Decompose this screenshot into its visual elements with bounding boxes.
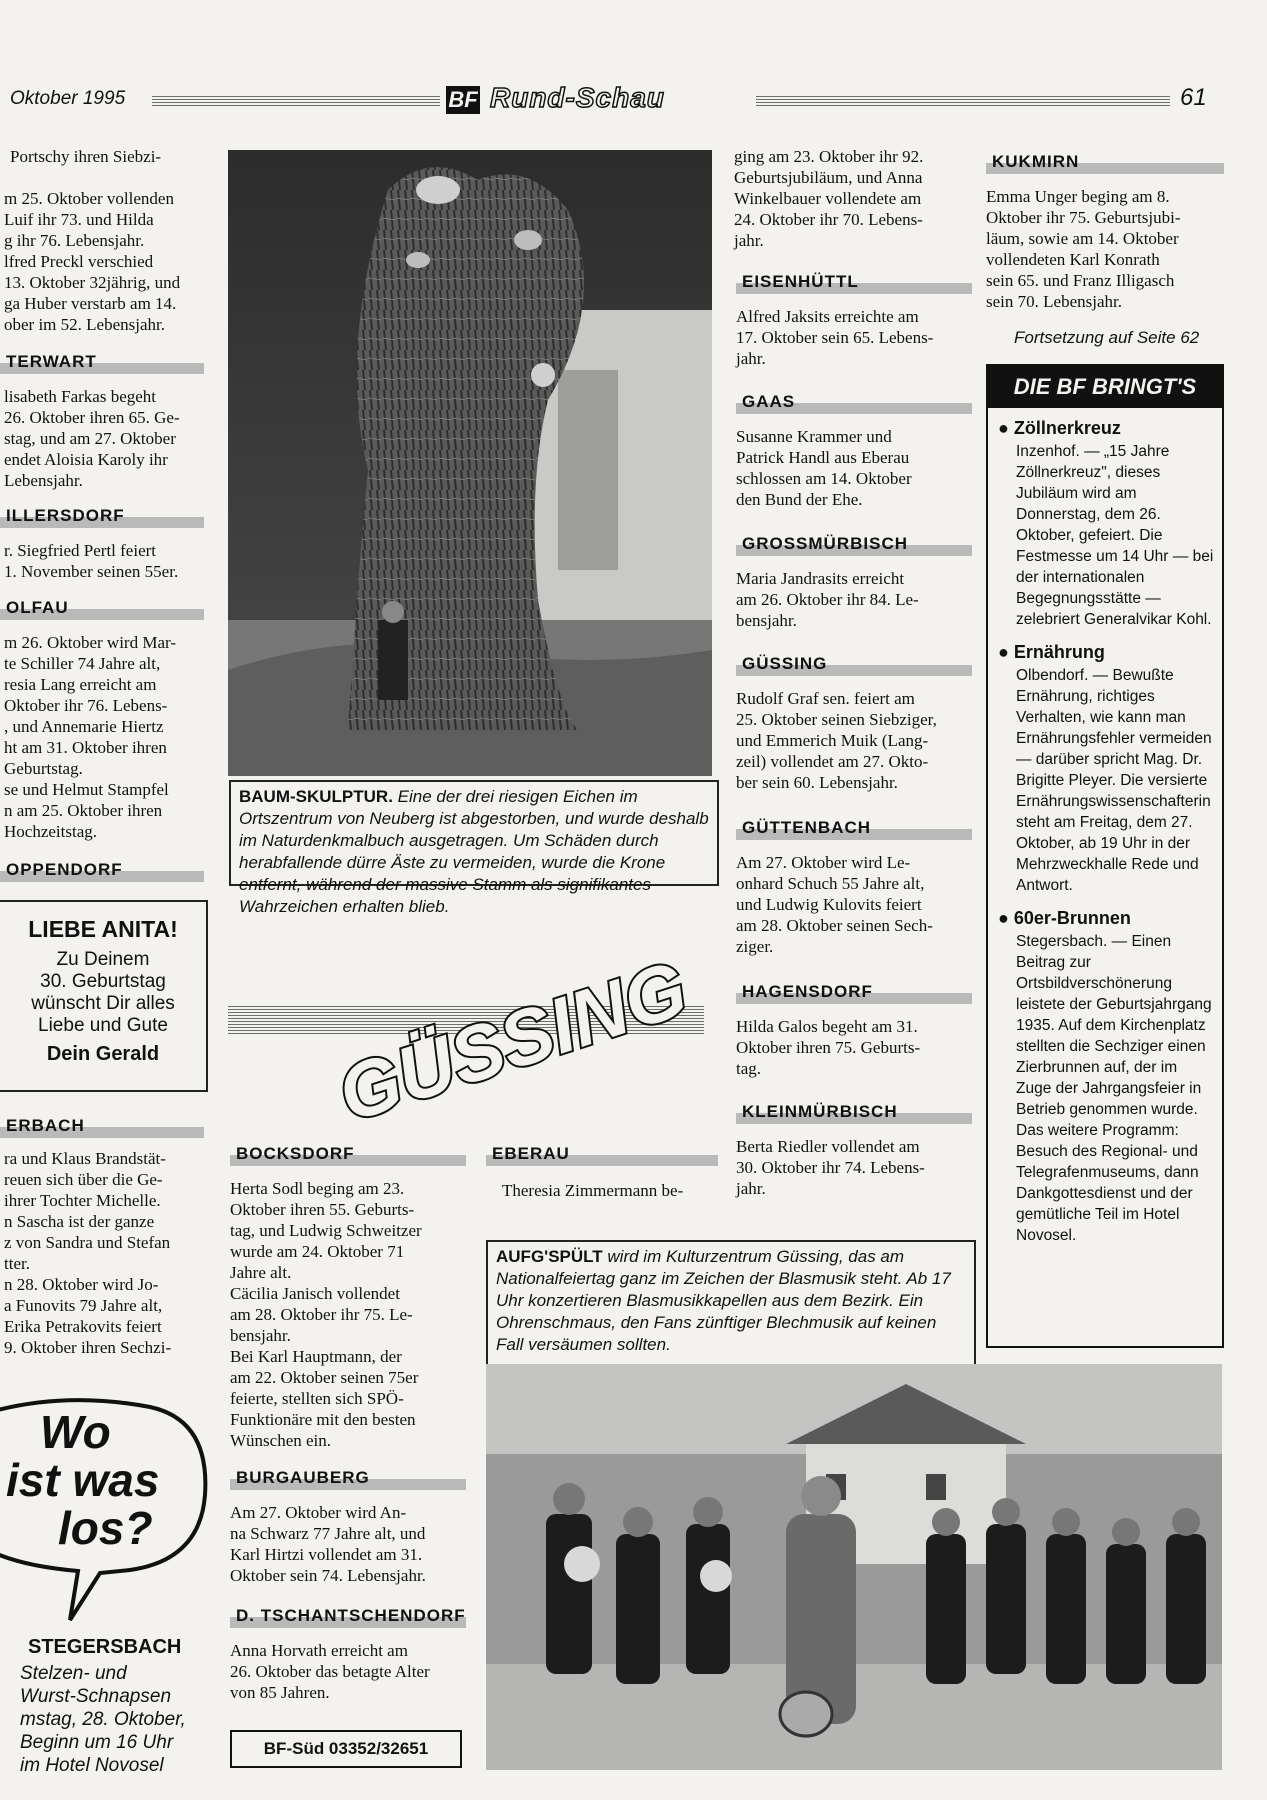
bullet-icon: ● (998, 418, 1014, 438)
logo-title: Rund-Schau (490, 82, 665, 113)
greeting-signature: Dein Gerald (46, 1043, 160, 1065)
col1-text-terwart: lisabeth Farkas begeht 26. Oktober ihren 65. Ge- stag, und am 27. Oktober endet Aloisia Karoly ihr Lebensjahr. (4, 387, 180, 490)
bf-item-title-zoellnerkreuz: ● Zöllnerkreuz (998, 418, 1121, 438)
bf-item-text: Olbendorf. — Bewußte Ernährung, richtiges Verhalten, wie kann man Ernährungsfehler vermeiden — darüber spricht Mag. Dr. Brigitte Pleyer. Die versierte Ernährungswissenschafterin steht am Freitag, dem 27. Oktober, ab 19 Uhr in der Mehrzweckhalle Rede und Antwort. (1016, 667, 1212, 894)
col4-text-gaas: Susanne Krammer und Patrick Handl aus Eberau schlossen am 14. Oktober den Bund der Ehe. (736, 427, 912, 509)
bullet-icon: ● (998, 908, 1014, 928)
heading-hagensdorf: HAGENSDORF (736, 980, 972, 1004)
heading-kukmirn: KUKMIRN (986, 150, 1224, 174)
page-number: 61 (1180, 84, 1207, 111)
bubble-line-2: ist was (6, 1454, 160, 1506)
col1-text-illersdorf: r. Siegfried Pertl feiert 1. November seinen 55er. (4, 541, 179, 581)
event-place: STEGERSBACH (28, 1636, 182, 1658)
bullet-icon: ● (998, 642, 1014, 662)
greeting-line: Liebe und Gute (38, 1015, 168, 1036)
greeting-line: Zu Deinem (56, 949, 150, 970)
heading-illersdorf: ILLERSDORF (0, 504, 204, 528)
greeting-line: wünscht Dir alles (31, 993, 175, 1014)
col5-text-kukmirn: Emma Unger beging am 8. Oktober ihr 75. Geburtsjubi- läum, sowie am 14. Oktober vollendeten Karl Konrath sein 65. und Franz Illigasch sein 70. Lebensjahr. (986, 187, 1181, 311)
heading-tschantschendorf: D. TSCHANTSCHENDORF (230, 1604, 466, 1628)
col1-text-1: m 25. Oktober vollenden Luif ihr 73. und Hilda g ihr 76. Lebensjahr. lfred Preckl verschied 13. Oktober 32jährig, und ga Huber verstarb am 14. ober im 52. Lebensjahr. (4, 189, 181, 334)
heading-erbach: ERBACH (0, 1114, 204, 1138)
bubble-line-3: los? (58, 1502, 153, 1554)
bf-item (988, 630, 1222, 896)
bf-item (988, 896, 1222, 1246)
band-caption-text: wird im Kulturzentrum Güssing, das am Nationalfeiertag ganz im Zeichen der Blasmusik steht. Ab 17 Uhr konzertieren Blasmusikkapellen aus dem Bezirk. Ein Ohrenschmaus, den Fans zünftiger Blechmusik auf keinen Fall versäumen sollten. (496, 1247, 951, 1354)
bf-item-text: Inzenhof. — „15 Jahre Zöllnerkreuz", dieses Jubiläum wird am Donnerstag, dem 26. Oktober, gefeiert. Die Festmesse um 14 Uhr — bei der internationalen Begegnungsstätte — zelebriert Generalvikar Kohl. (1016, 443, 1214, 628)
bf-item-title-ernaehrung: ● Ernährung (998, 642, 1105, 662)
region-title: GÜSSING (327, 943, 698, 1139)
tree-caption (229, 780, 719, 916)
col4-text-eisenhuettl: Alfred Jaksits erreichte am 17. Oktober sein 65. Lebens- jahr. (736, 307, 934, 368)
bf-bringts-title: DIE BF BRINGT'S (988, 366, 1222, 408)
bf-item-title-60er-brunnen: ● 60er-Brunnen (998, 908, 1131, 928)
heading-olfau: OLFAU (0, 596, 204, 620)
header-rule-left (152, 96, 440, 108)
band-caption (486, 1240, 976, 1366)
col1-intro: Portschy ihren Siebzi- (10, 147, 162, 166)
bf-item (988, 408, 1222, 630)
greeting-title: LIEBE ANITA! (28, 916, 178, 942)
phone-box: BF-Süd 03352/32651 (230, 1730, 462, 1768)
header-rule-right (756, 96, 1170, 108)
tree-caption-lead: BAUM-SKULPTUR. (239, 787, 393, 806)
heading-grossmuerbisch: GROSSMÜRBISCH (736, 532, 972, 556)
col3-text-eberau: Theresia Zimmermann be- (502, 1181, 684, 1200)
heading-guettenbach: GÜTTENBACH (736, 816, 972, 840)
tree-caption-text: Eine der drei riesigen Eichen im Ortszentrum von Neuberg ist abgestorben, und wurde deshalb im Naturdenkmalbuch ausgetragen. Um Schäden durch herabfallende dürre Äste zu vermeiden, wurde die Krone entfernt, während der massive Stamm als signifikantes Wahrzeichen erhalten blieb. (239, 787, 709, 916)
heading-kleinmuerbisch: KLEINMÜRBISCH (736, 1100, 972, 1124)
heading-bocksdorf: BOCKSDORF (230, 1142, 466, 1166)
col2-text-bocksdorf: Herta Sodl beging am 23. Oktober ihren 55. Geburts- tag, und Ludwig Schweitzer wurde am 24. Oktober 71 Jahre alt. Cäcilia Janisch vollendet am 28. Oktober ihr 75. Le- bensjahr. Bei Karl Hauptmann, der am 22. Oktober seinen 75er feierte, stellten sich SPÖ- Funktionäre mit den besten Wünschen ein. (230, 1179, 422, 1450)
bf-item-text: Stegersbach. — Einen Beitrag zur Ortsbildverschönerung leistete der Geburtsjahrgang 1935. Auf dem Kirchenplatz stellten die Sechziger einen Zierbrunnen auf, der im Zuge der Jahrgangsfeier in Betrieb genommen wurde. Das weitere Programm: Besuch des Regional- und Telegrafenmuseums, dann Dankgottesdienst und der gemütliche Teil im Hotel Novosel. (1016, 933, 1212, 1244)
region-title-art (320, 943, 698, 1139)
event-text: Stelzen- und Wurst-Schnapsen mstag, 28. Oktober, Beginn um 16 Uhr im Hotel Novosel (20, 1663, 186, 1776)
header-date: Oktober 1995 (10, 88, 126, 109)
continued-note: Fortsetzung auf Seite 62 (1014, 328, 1200, 347)
bf-bringts-box (986, 364, 1224, 1348)
col4-text-grossmuerbisch: Maria Jandrasits erreicht am 26. Oktober ihr 84. Le- bensjahr. (736, 569, 919, 630)
heading-guessing: GÜSSING (736, 652, 972, 676)
tree-photo (228, 150, 712, 776)
heading-terwart: TERWART (0, 350, 204, 374)
bubble-line-1: Wo (40, 1406, 111, 1458)
heading-gaas: GAAS (736, 390, 972, 414)
logo-bf: BF (446, 86, 480, 114)
col4-text-hagensdorf: Hilda Galos begeht am 31. Oktober ihren 75. Geburts- tag. (736, 1017, 921, 1078)
col4-text-intro: ging am 23. Oktober ihr 92. Geburtsjubiläum, und Anna Winkelbauer vollendete am 24. Oktober ihr 70. Lebens- jahr. (734, 147, 924, 250)
heading-burgauberg: BURGAUBERG (230, 1466, 466, 1490)
col2-text-burgauberg: Am 27. Oktober wird An- na Schwarz 77 Jahre alt, und Karl Hirtzi vollendet am 31. Oktober sein 74. Lebensjahr. (230, 1503, 426, 1585)
greeting-line: 30. Geburtstag (40, 971, 166, 992)
col4-text-kleinmuerbisch: Berta Riedler vollendet am 30. Oktober ihr 74. Lebens- jahr. (736, 1137, 925, 1198)
col1-text-erbach: ra und Klaus Brandstät- reuen sich über die Ge- ihrer Tochter Michelle. n Sascha ist der ganze z von Sandra und Stefan tter. n 28. Oktober wird Jo- a Funovits 79 Jahre alt, Erika Petrakovits feiert 9. Oktober ihren Sechzi- (4, 1149, 172, 1357)
greeting-box (0, 900, 208, 1092)
heading-oppendorf: OPPENDORF (0, 858, 204, 882)
col4-text-guettenbach: Am 27. Oktober wird Le- onhard Schuch 55 Jahre alt, und Ludwig Kulovits feiert am 28. Oktober seinen Sech- ziger. (736, 853, 933, 956)
heading-eisenhuettl: EISENHÜTTL (736, 270, 972, 294)
col2-text-tschantschendorf: Anna Horvath erreicht am 26. Oktober das betagte Alter von 85 Jahren. (230, 1641, 430, 1702)
band-caption-lead: AUFG'SPÜLT (496, 1247, 603, 1266)
brass-band-photo (486, 1364, 1222, 1770)
col1-text-olfau: m 26. Oktober wird Mar- te Schiller 74 Jahre alt, resia Lang erreicht am Oktober ihr 76. Lebens- , und Annemarie Hiertz ht am 31. Oktober ihren Geburtstag. se und Helmut Stampfel n am 25. Oktober ihren Hochzeitstag. (4, 633, 176, 841)
col4-text-guessing: Rudolf Graf sen. feiert am 25. Oktober seinen Siebziger, und Emmerich Muik (Lang- zeil) vollendet am 27. Okto- ber sein 60. Lebensjahr. (736, 689, 937, 792)
heading-eberau: EBERAU (486, 1142, 718, 1166)
